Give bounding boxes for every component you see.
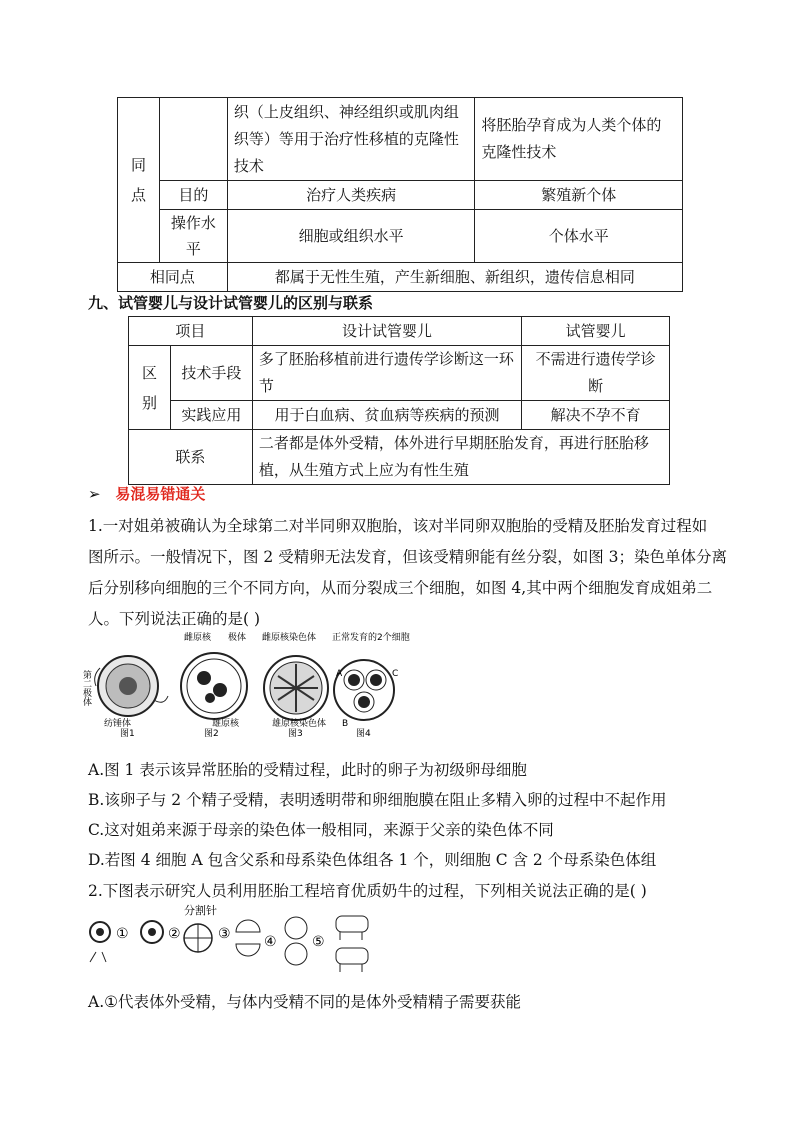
mistakes-heading: [88, 483, 205, 504]
fig4-caption: 图4: [356, 729, 371, 739]
ivf-comparison-table: [128, 316, 670, 485]
q1-option-a[interactable]: A.图 1 表示该异常胚胎的受精过程，此时的卵子为初级卵母细胞: [88, 761, 527, 779]
q1-line-4: 人。下列说法正确的是( ): [88, 610, 261, 628]
fig1-caption: 图1: [120, 729, 135, 739]
q1-line-1: 1.一对姐弟被确认为全球第二对半同卵双胞胎，该对半同卵双胞胎的受精及胚胎发育过程如: [88, 517, 708, 535]
q2-stem: 2.下图表示研究人员利用胚胎工程培育优质奶牛的过程，下列相关说法正确的是( ): [88, 882, 647, 900]
operation-reproductive: 个体水平: [475, 210, 683, 263]
section-9-heading: 九、试管婴儿与设计试管婴儿的区别与联系: [88, 294, 374, 312]
tech-design: 多了胚胎移植前进行遗传学诊断这一环节: [252, 346, 521, 401]
fig4-label-b: B: [342, 719, 349, 729]
q2-twin-embryo-icon: [285, 917, 307, 965]
fig4-label-c: C: [392, 669, 399, 679]
fig1-egg-icon: [95, 656, 168, 716]
tech-ivf: 不需进行遗传学诊断: [522, 346, 670, 401]
practice-label: 实践应用: [170, 401, 252, 430]
fig1-polar-body-2: 第二极体: [81, 670, 91, 706]
aim-reproductive: 繁殖新个体: [475, 181, 683, 210]
fig4-three-cells-icon: [334, 660, 394, 720]
fig2-caption: 图2: [204, 729, 219, 739]
tech-label: 技术手段: [170, 346, 252, 401]
fig2-male-pronucleus: 雄原核: [212, 719, 240, 729]
q1-option-d[interactable]: D.若图 4 细胞 A 包含父系和母系染色体组各 1 个，则细胞 C 含 2 个母系染色体组: [88, 851, 657, 869]
arrow-bullet-icon: ➢: [88, 485, 101, 503]
q2-zygote-icon: [141, 921, 163, 943]
fig2-zygote-icon: [181, 653, 247, 719]
fig3-male-chromosome: 雄原核染色体: [272, 719, 327, 729]
q2-needle-label: 分割针: [184, 904, 217, 917]
same-side-label: 同 点: [118, 98, 160, 263]
fig3-caption: 图3: [288, 729, 303, 739]
header-item: 项目: [129, 317, 253, 346]
same-point-label: 相同点: [118, 263, 228, 292]
reproductive-cloning-desc: 将胚胎孕育成为人类个体的克隆性技术: [475, 98, 683, 181]
q1-line-3: 后分别移向细胞的三个不同方向，从而分裂成三个细胞，如图 4,其中两个细胞发育成姐弟二: [88, 579, 713, 597]
fig4-label-a: A: [336, 669, 343, 679]
q2-step-2: ②: [168, 926, 181, 942]
q1-option-b[interactable]: B.该卵子与 2 个精子受精，表明透明带和卵细胞膜在阻止多精入卵的过程中不起作用: [88, 791, 667, 809]
q1-figure: [81, 628, 410, 739]
difference-label: 区 别: [129, 346, 171, 430]
q1-line-2: 图所示。一般情况下，图 2 受精卵无法发育，但该受精卵能有丝分裂，如图 3；染色单体分离: [88, 548, 728, 566]
empty-cell: [159, 98, 227, 181]
practice-ivf: 解决不孕不育: [522, 401, 670, 430]
aim-therapeutic: 治疗人类疾病: [227, 181, 475, 210]
q2-embryo-icon: [184, 924, 212, 952]
link-label: 联系: [129, 430, 253, 485]
comparison-table-cloning: [117, 97, 683, 292]
q2-cow-icon: [336, 916, 368, 972]
q1-option-c[interactable]: C.这对姐弟来源于母亲的染色体一般相同，来源于父亲的染色体不同: [88, 821, 554, 839]
q2-figure: [86, 902, 376, 980]
header-ivf: 试管婴儿: [522, 317, 670, 346]
q2-step-1: ①: [116, 926, 129, 942]
mistakes-title: 易混易错通关: [115, 485, 206, 503]
same-point-value: 都属于无性生殖，产生新细胞、新组织，遗传信息相同: [227, 263, 682, 292]
fig2-female-pronucleus: 雌原核: [184, 633, 212, 643]
operation-therapeutic: 细胞或组织水平: [227, 210, 475, 263]
q2-step-4: ④: [264, 934, 277, 950]
fig1-spindle: 纺锤体: [104, 719, 132, 729]
practice-design: 用于白血病、贫血病等疾病的预测: [252, 401, 521, 430]
header-design-ivf: 设计试管婴儿: [252, 317, 521, 346]
therapeutic-cloning-desc: 织（上皮组织、神经组织或肌肉组织等）等用于治疗性移植的克隆性技术: [227, 98, 475, 181]
operation-level-label: 操作水 平: [159, 210, 227, 263]
q2-option-a[interactable]: A.①代表体外受精，与体内受精不同的是体外受精精子需要获能: [88, 993, 522, 1011]
q2-split-embryo-icon: [236, 920, 260, 956]
fig2-polar-body: 极体: [228, 633, 247, 643]
q2-step-3: ③: [218, 926, 231, 942]
fig4-normal-cells: 正常发育的2个细胞: [332, 633, 410, 643]
link-value: 二者都是体外受精，体外进行早期胚胎发育，再进行胚胎移植，从生殖方式上应为有性生殖: [252, 430, 669, 485]
fig3-mitosis-icon: [264, 656, 328, 720]
fig3-female-chromosome: 雌原核染色体: [262, 633, 317, 643]
aim-label: 目的: [159, 181, 227, 210]
q2-step-5: ⑤: [312, 934, 325, 950]
q2-egg-icon: [90, 922, 110, 962]
